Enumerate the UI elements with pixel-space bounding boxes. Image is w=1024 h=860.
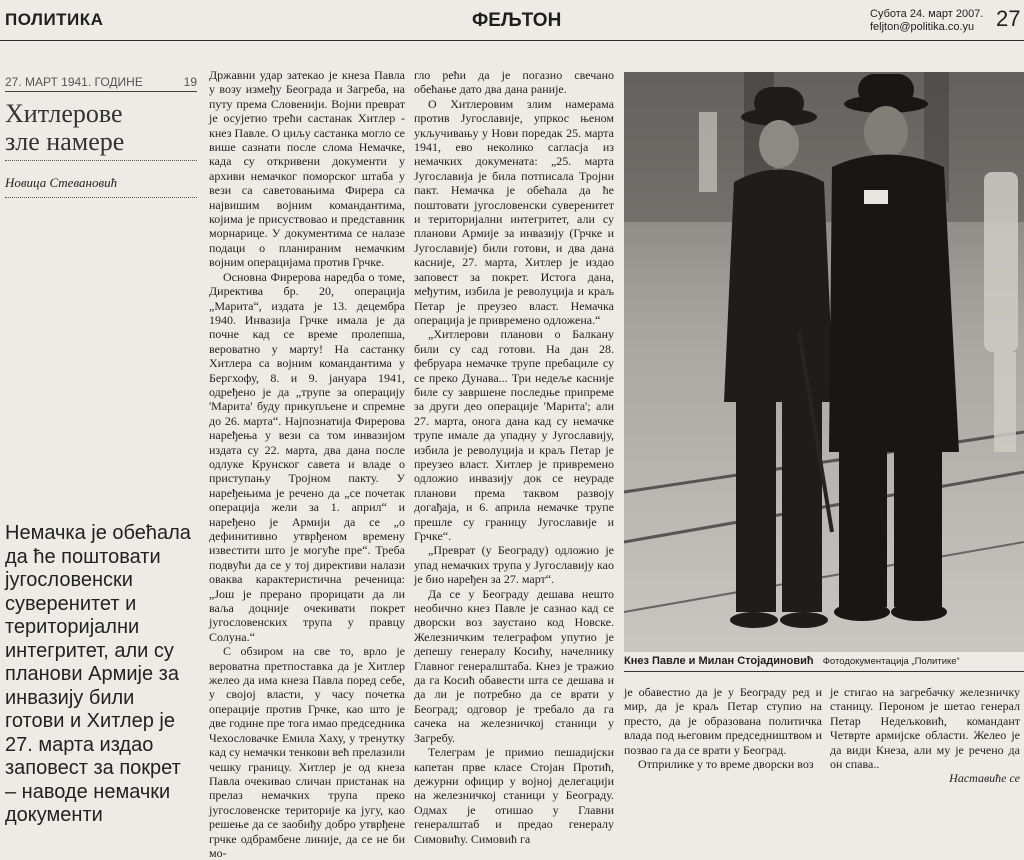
title-line-1: Хитлерове bbox=[5, 99, 123, 128]
photo-illustration bbox=[624, 72, 1024, 652]
episode-date: 27. МАРТ 1941. ГОДИНЕ bbox=[5, 75, 143, 89]
newspaper-logo: ПОЛИТИКА bbox=[5, 10, 104, 29]
text-column-1 bbox=[209, 68, 405, 860]
paragraph: Отприлике у то време дворски воз bbox=[638, 757, 814, 772]
page-number: 27 bbox=[996, 6, 1021, 31]
paragraph: О Хитлеровим злим намерама против Југославије, упркос њеном укључивању у Нови поредак 25. марта 1941, ево неколико сагласја из немачких докумената: „25. марта Југославија је била потписала Тројни пакт. Немачка је обећала да ће поштовати југословенски суверенитет и територијални интегритет, али су планови Армије за инвазију (Грчке и Југославије) били готови, и два дана касније, 27. марта, Хитлер је издао заповест за покрет. Истога дана, међутим, избила је револуција и краљ Петар је преузео власт. Немачка операција је привремено одложена.“ bbox=[414, 96, 614, 327]
pull-quote: Немачка је обећала да ће поштовати југословенски суверенитет и територијални интегритет, али су планови Армије за инвазију били готови и Хитлер је 27. марта издао заповест за покрет – наводе немачки документи bbox=[5, 522, 191, 826]
episode-number: 19 bbox=[183, 75, 197, 89]
paragraph: је обавестио да је у Београду ред и мир, да је краљ Петар ступио на престо, да је образована политичка влада под његовим председништвом и позвао га да се врати у Београд. bbox=[624, 685, 822, 757]
to-be-continued: Наставиће се bbox=[949, 771, 1020, 786]
title-line-2: зле намере bbox=[5, 127, 125, 156]
paragraph: „Преврат (у Београду) одложио је упад немачких трупа у Југославију као је био наређен за 27. март“. bbox=[414, 543, 614, 587]
caption-text: Кнез Павле и Милан Стојадиновић bbox=[624, 655, 814, 667]
page-header bbox=[0, 0, 1024, 41]
photo-caption bbox=[624, 655, 1024, 672]
article-author: Новица Стевановић bbox=[5, 175, 197, 198]
paragraph: Државни удар затекао је кнеза Павла у возу између Београда и Загреба, на путу према Словенији. Војни преврат је осујетио трећи састанак Хитлер - кнез Павле. О циљу састанка могло се више сазнати после слома Немачке, када су откривени документи у архиви немачког поморског штаба у вези са саветовањима Фирера са највишим војним командантима, којима је присуствовао и представник морнарице. У документима се налазе подаци о планираним немачким војним операцијама против Грчке. bbox=[209, 68, 405, 270]
article-sidebar bbox=[5, 74, 197, 198]
paragraph: је стигао на загребачку железничку станицу. Пероном је шетао генерал Петар Недељковић, командант Четврте армијске области. Желео је да види Кнеза, али му је речено да он спава.. bbox=[830, 685, 1020, 772]
text-column-3 bbox=[624, 685, 822, 771]
section-title: ФЕЉТОН bbox=[472, 10, 562, 31]
paragraph: Да се у Београду дешава нешто необично кнез Павле је сазнао кад се дворски воз заустаио код Новске. Железничким телеграфом упутио је депешу генералу Косићу, начелнику Главног генералштаба. Кнез је тражио да га Косић обавести шта се дешава и да ли је потребно да се врати у Београд; одговор је требало да га сачека на железничкој станици у Загребу. bbox=[414, 586, 614, 745]
text-column-2 bbox=[414, 68, 614, 846]
header-info bbox=[870, 8, 983, 34]
paragraph: Основна Фирерова наредба о томе, Директива бр. 20, операција „Марита“, издата је 13. децембра 1940. Инвазија Грчке имала је да почне кад се време пролепша, вероватно у марту! На састанку Хитлера са војним командантима у Бергхофу, 8. и 9. јануара 1941, одређено је да „трупе за операцију 'Марита' буду прикупљене и спремне до 26. марта“. Најпознатија Фирерова наређења у вези са том инвазијом издата су 22. марта, два дана после одлуке Крунског савета и владе о приступању Тројном пакту. У наређењима је речено да „се почетак операција жели за 1. април“ и наређено је Армији да се „о дефинитивно утврђеном времену известити што је могуће пре“. Треба подвући да се у тој директиви налази оваква карактеристична реченица: „Још је прерано прорицати да ли ваља доцније очекивати покрет југословенских трупа у правцу Солуна.“ bbox=[209, 269, 405, 644]
article-title bbox=[5, 100, 197, 161]
episode-bar bbox=[5, 74, 197, 92]
issue-date: Субота 24. март 2007. bbox=[870, 8, 984, 20]
text-column-4 bbox=[830, 685, 1020, 786]
contact-email[interactable]: feljton@politika.co.yu bbox=[870, 21, 975, 33]
paragraph: гло рећи да је погазио свечано обећање дато два дана раније. bbox=[414, 68, 614, 97]
photo-credit: Фотодокументација „Политике“ bbox=[822, 656, 960, 667]
paragraph: „Хитлерови планови о Балкану били су сад готови. На дан 28. фебруара немачке трупе пребациле су се преко Дунава... Три недеље касније биле су завршене последње припреме за други део операције 'Марита'; али 27. марта, онога дана кад су немачке трупе имале да упадну у Југославију, избила је револуција и краљ Петар је преузео власт. Хитлер је привремено одложио инвазију док се неураде планови према таквом развоју догађаја, и 6. априла немачке трупе прешле су границу Југославије и Грчке“. bbox=[414, 327, 614, 543]
paragraph: Телеграм је примио пешадијски капетан прве класе Стојан Протић, дежурни официр у војној делегацији на железничкој станици у Београду. Одмах је отишао у Главни генералштаб и предао генералу Симовићу. Симовић га bbox=[414, 745, 614, 846]
paragraph: С обзиром на све то, врло је вероватна претпоставка да је Хитлер желео да има кнеза Павла поред себе, у својој власти, у часу почетка операције против Грчке, као што је две године пре тога имао председника Чехословачке Емила Хаху, у тренутку кад су немачки тенкови већ прелазили чешку границу. Хитлер је од кнеза Павла очекивао сличан пристанак на прелаз немачких трупа преко југословенске територије ка југу, као решење да се заобиђу добро утврђене грчке одбрамбене линије, да се не би мо- bbox=[209, 644, 405, 860]
historic-photo bbox=[624, 72, 1024, 652]
